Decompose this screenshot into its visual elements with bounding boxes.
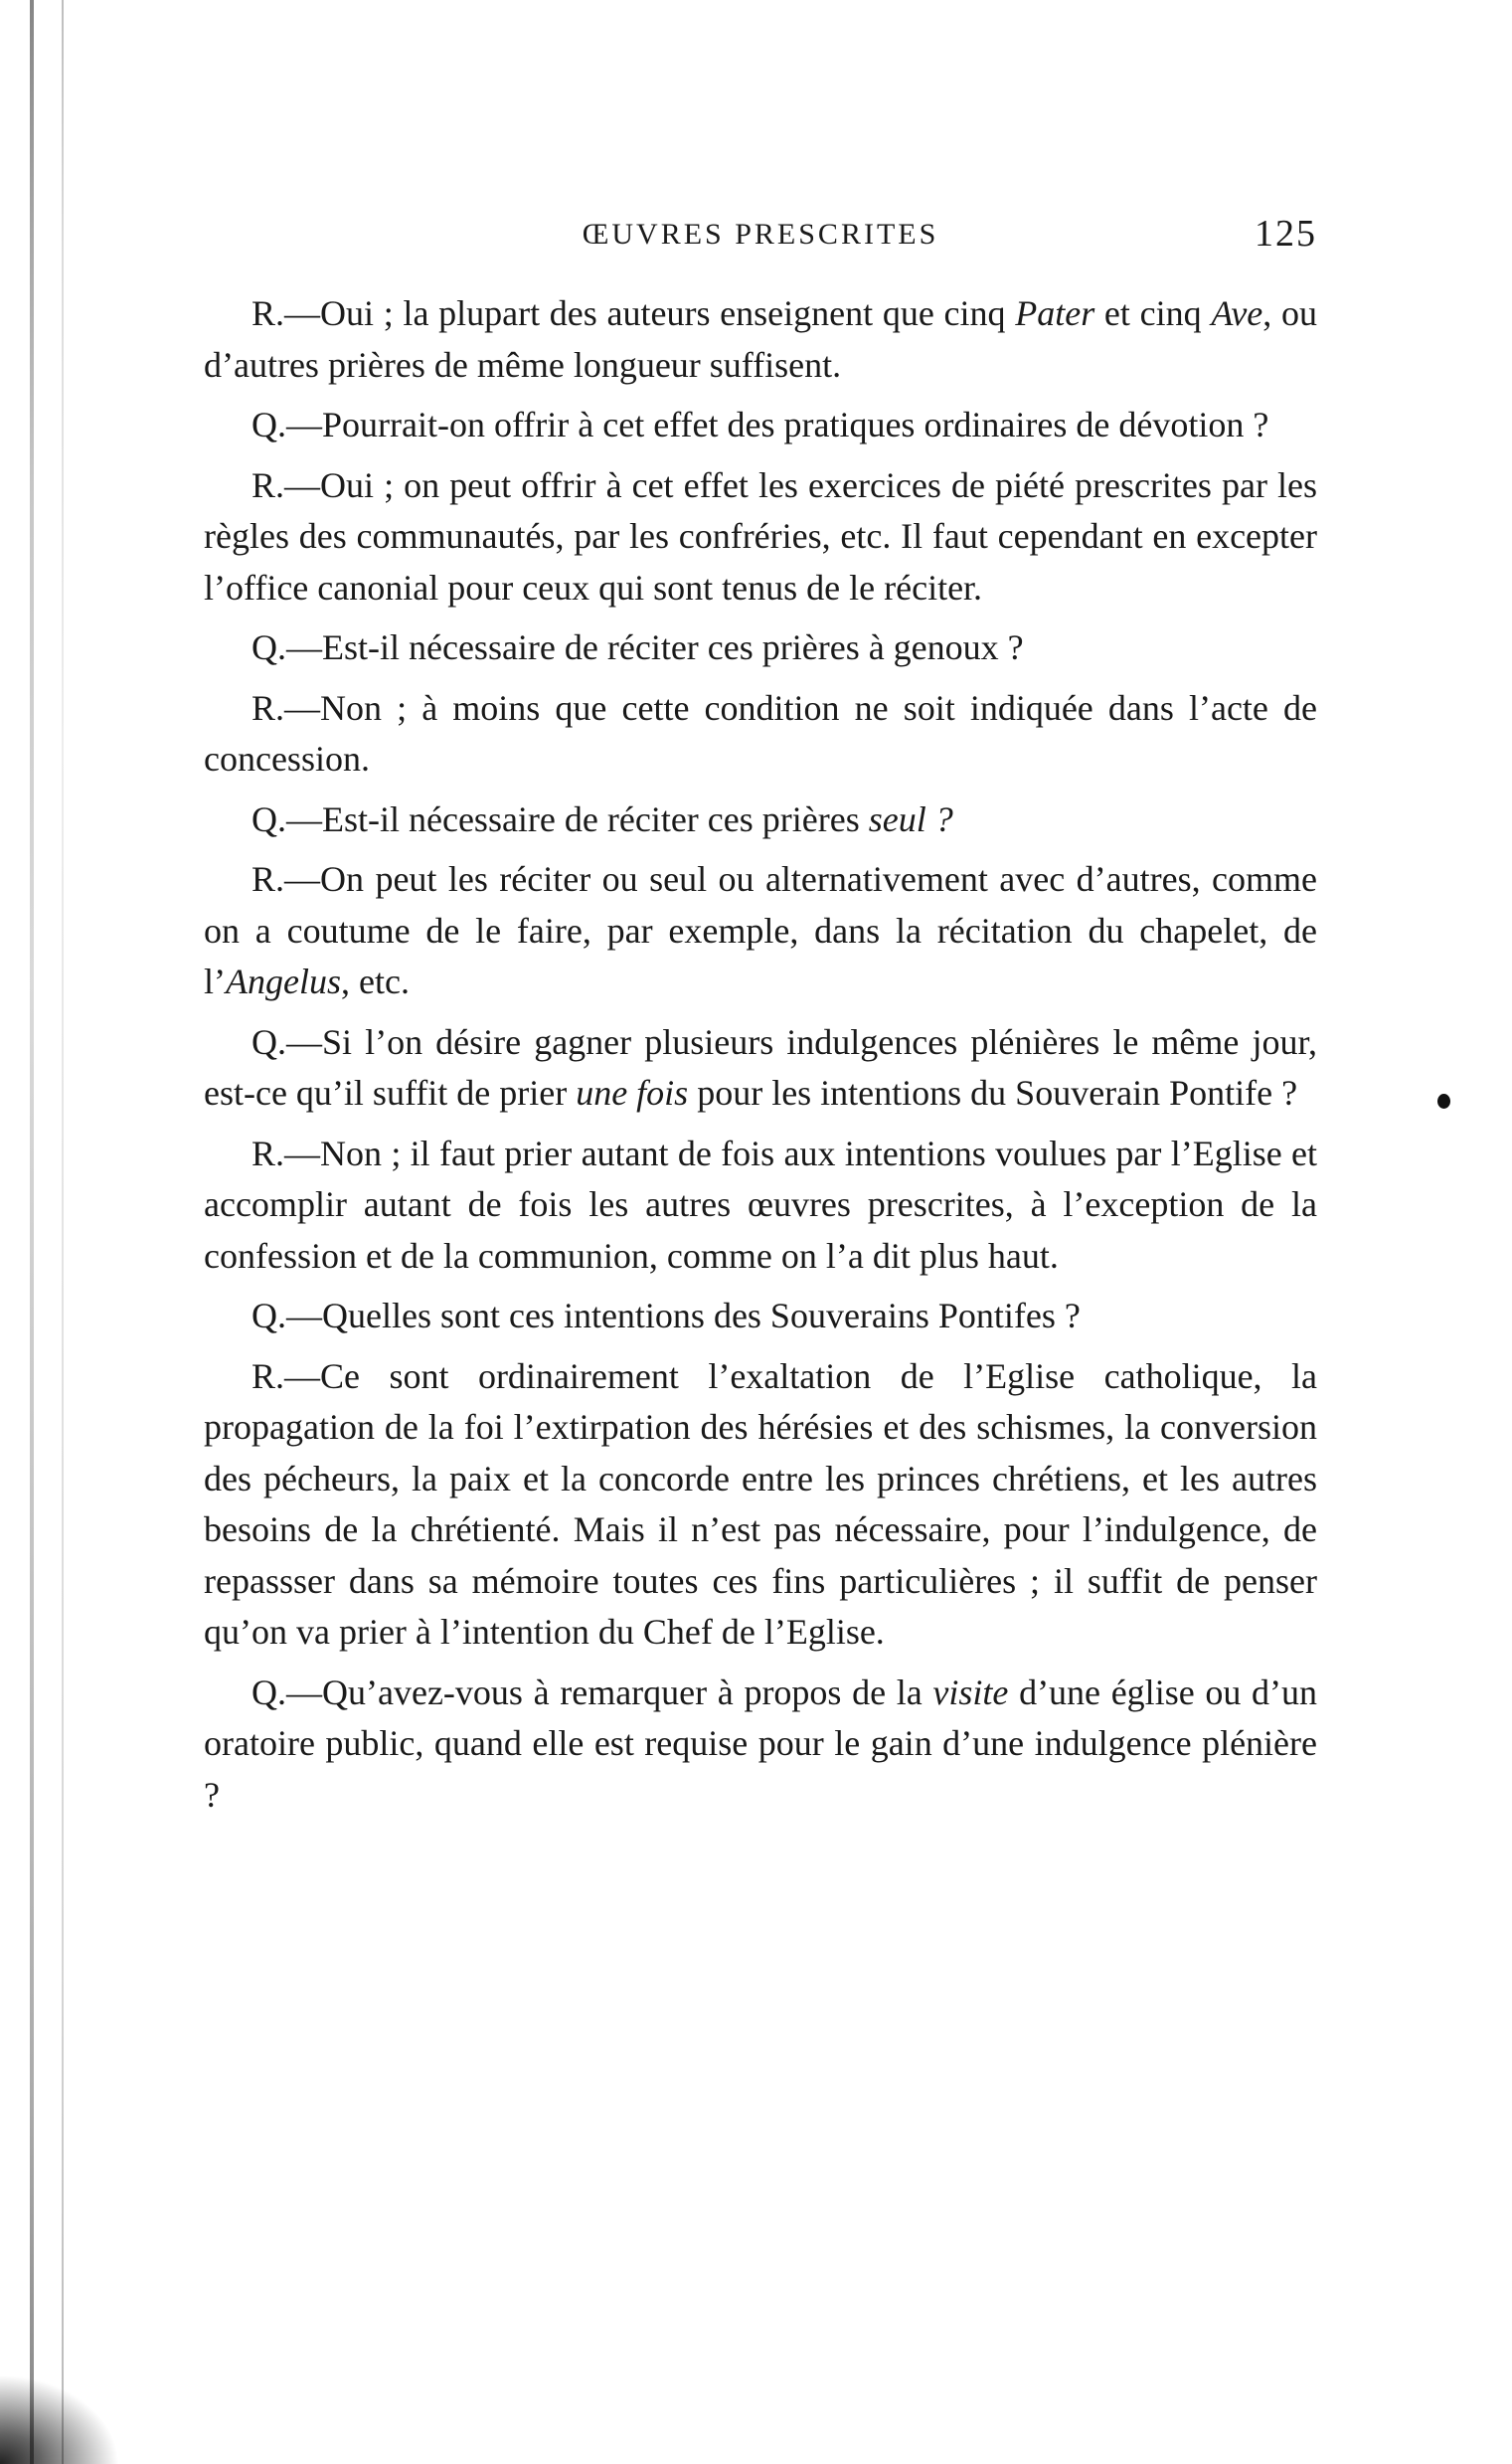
paragraph [204,400,1317,451]
paragraph [204,794,1317,846]
text-run: pour les intentions du Souverain Pontife ? [688,1073,1298,1113]
text-run: , ou d’autres prières de même longueur suffisent. [204,293,1318,385]
text-run: Q.—Est-il nécessaire de réciter ces prières [252,798,869,839]
text-run: R.—Non ; à moins que cette condition ne soit indiquée dans l’acte de concession. [204,687,1317,779]
italic-text: visite [932,1672,1009,1712]
page-binding-shadow [62,0,64,2464]
text-run: R.—Oui ; la plupart des auteurs enseignent que cinq [252,293,1016,333]
text-run: Q.—Est-il nécessaire de réciter ces prières à genoux ? [252,627,1024,667]
paragraph [204,1351,1317,1659]
running-title: ŒUVRES PRESCRITES [582,218,939,251]
paragraph [204,1129,1317,1283]
text-run: R.—Ce sont ordinairement l’exaltation de l’Eglise catholique, la propagation de la foi l’extirpation des hérésies et des schismes, la conversion des pécheurs, la paix et la concorde entre les princes chrétiens, et les autres besoins de la chrétienté. Mais il n’est pas nécessaire, pour l’indulgence, de repassser dans sa mémoire toutes ces fins particulières ; il suffit de penser qu’on va prier à l’intention du Chef de l’Eglise. [204,1355,1317,1652]
ink-dot-mark [1437,1094,1450,1109]
text-run: Q.—Si l’on désire gagner plusieurs indulgences plénières le même jour, est-ce qu’il suffit de prier [204,1021,1317,1113]
text-run: et cinq [1094,293,1212,333]
text-run: , etc. [340,962,410,1001]
text-run: Q.—Pourrait-on offrir à cet effet des pratiques ordinaires de dévotion ? [252,405,1269,444]
italic-text: Ave [1211,293,1263,333]
page-number: 125 [1255,213,1317,255]
paragraph [204,622,1317,674]
text-run: R.—Non ; il faut prier autant de fois aux intentions voulues par l’Eglise et accomplir autant de fois les autres œuvres prescrites, à l’exception de la confession et de la communion, comme on l’a dit plus haut. [204,1133,1317,1276]
italic-text: Pater [1015,293,1095,333]
running-header [204,212,1317,262]
text-run: d’une église ou d’un oratoire public, quand elle est requise pour le gain d’une indulgence plénière ? [204,1672,1318,1815]
italic-text: seul ? [868,798,953,839]
paragraph [204,1291,1317,1342]
paragraph [204,288,1317,391]
paragraph [204,1668,1317,1822]
body-text [204,288,1317,1830]
italic-text: Angelus [226,962,341,1001]
text-run: R.—Oui ; on peut offrir à cet effet les exercices de piété prescrites par les règles des communautés, par les confréries, etc. Il faut cependant en excepter l’office canonial pour ceux qui sont tenus de le réciter. [204,464,1317,608]
text-run: Q.—Qu’avez-vous à remarquer à propos de la [252,1672,933,1712]
paragraph [204,854,1317,1008]
italic-text: une fois [576,1073,689,1113]
page-binding-edge [30,0,34,2464]
paragraph [204,683,1317,786]
paragraph [204,1017,1317,1120]
text-run: R.—On peut les réciter ou seul ou alternativement avec d’autres, comme on a coutume de le faire, par exemple, dans la récitation du chapelet, de l’ [204,859,1317,1001]
corner-smudge [0,2375,119,2464]
text-run: Q.—Quelles sont ces intentions des Souverains Pontifes ? [252,1296,1081,1335]
paragraph [204,460,1317,615]
